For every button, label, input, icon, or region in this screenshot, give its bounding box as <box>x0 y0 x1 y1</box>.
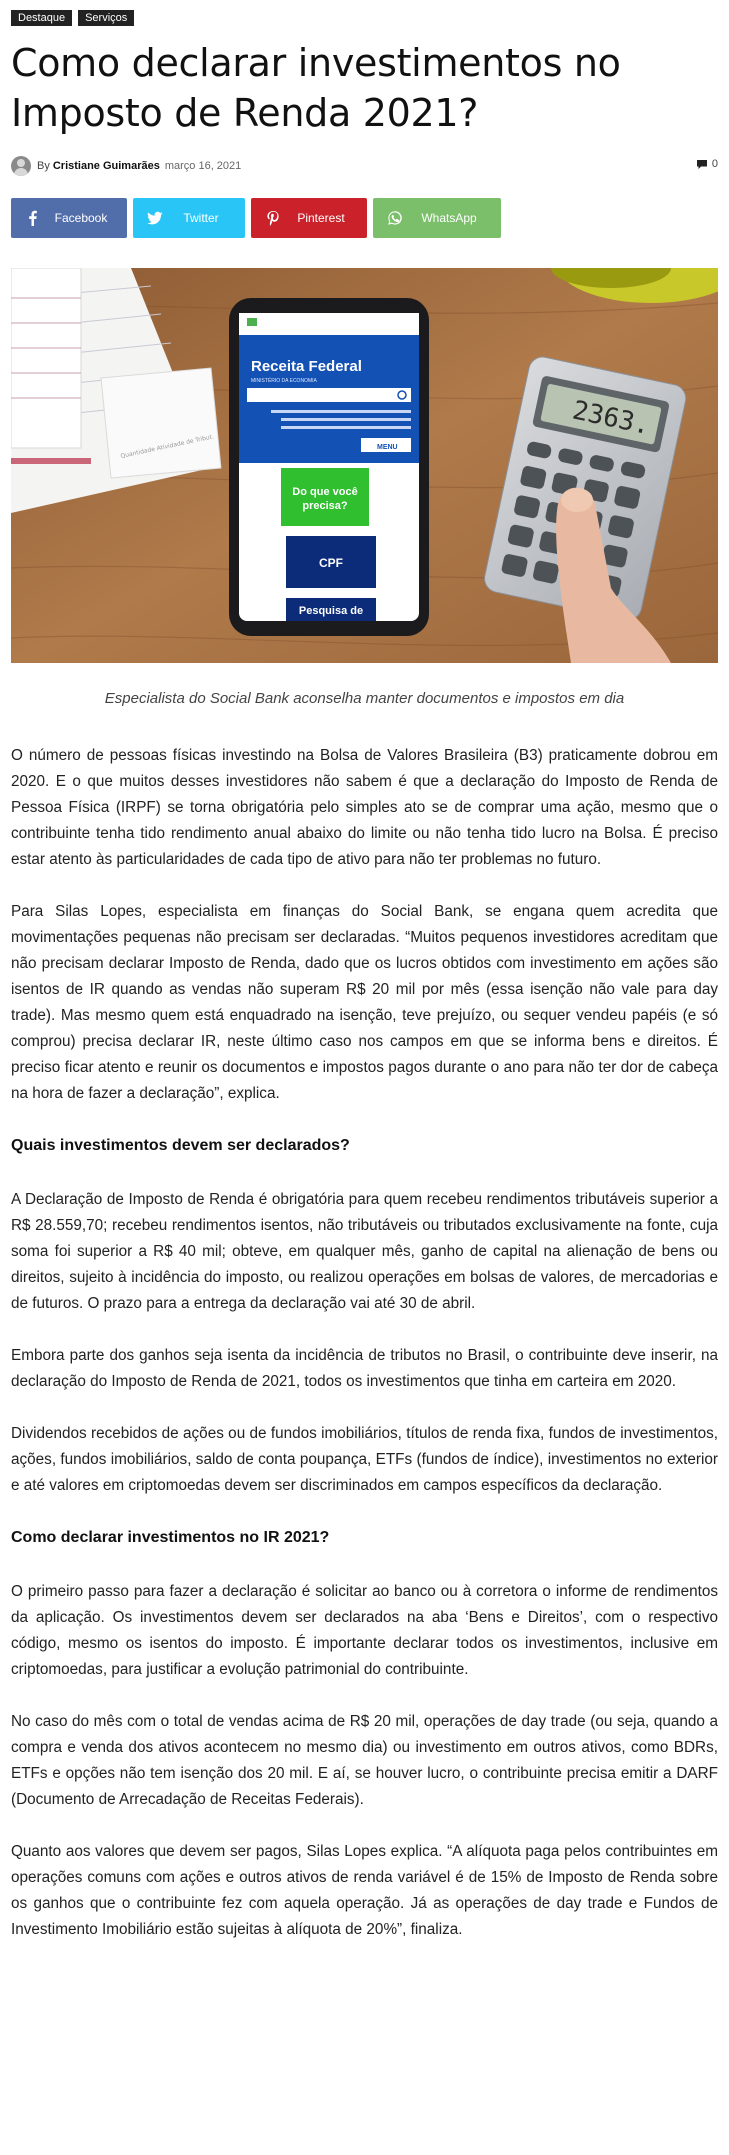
smartphone <box>229 298 429 636</box>
twitter-icon <box>147 210 163 226</box>
paragraph: Embora parte dos ganhos seja isenta da incidência de tributos no Brasil, o contribuinte deve inserir, na declaração do Imposto de Renda de 2021, todos os investimentos que tinha em carteira em 2020. <box>11 1347 718 1390</box>
section-heading: Quais investimentos devem ser declarados? <box>11 1137 350 1154</box>
share-whatsapp-label: WhatsApp <box>421 211 477 225</box>
image-caption: Especialista do Social Bank aconselha manter documentos e impostos em dia <box>104 690 625 707</box>
paragraph: No caso do mês com o total de vendas acima de R$ 20 mil, operações de day trade (ou seja, quando a compra e venda dos ativos acontecem no mesmo dia) ou investimento em outros ativos, como BDRs, ETFs e opções não tem isenção dos 20 mil. E aí, se houver lucro, o contribuinte precisa emitir a DARF (Documento de Arrecadação de Receitas Federais). <box>11 1713 718 1808</box>
svg-text:Receita Federal: Receita Federal <box>251 358 362 375</box>
paragraph: Dividendos recebidos de ações ou de fundos imobiliários, títulos de renda fixa, fundos de investimentos, ações, fundos imobiliários, saldo de conta poupança, ETFs (fundos de índice), investimentos no exterior e até valores em criptomoedas devem ser discriminados em campos específicos da declaração. <box>11 1425 718 1494</box>
svg-text:MINISTÉRIO DA ECONOMIA: MINISTÉRIO DA ECONOMIA <box>251 378 317 384</box>
facebook-icon <box>25 210 41 226</box>
svg-text:Pesquisa de: Pesquisa de <box>298 605 364 617</box>
comment-icon <box>696 159 708 170</box>
article-featured-image <box>11 268 718 663</box>
share-facebook-label: Facebook <box>54 211 108 225</box>
share-pinterest-label: Pinterest <box>297 211 345 225</box>
publish-date: março 16, 2021 <box>164 160 242 172</box>
section-heading: Como declarar investimentos no IR 2021? <box>11 1529 330 1546</box>
share-pinterest-button[interactable] <box>251 198 367 238</box>
category-servicos[interactable]: Serviços <box>78 10 134 26</box>
paragraph: O número de pessoas físicas investindo na Bolsa de Valores Brasileira (B3) praticamente dobrou em 2020. E o que muitos desses investidores não sabem é que a declaração do Imposto de Renda de Pessoa Física (IRPF) se torna obrigatória pelo simples ato se de comprar uma ação, mesmo que o contribuinte tenha tido rendimento anual abaixo do limite ou não tenha tido lucro na Bolsa. É preciso estar atento às particularidades de cada tipo de ativo para não ter problemas no futuro. <box>11 747 718 868</box>
share-whatsapp-button[interactable] <box>373 198 501 238</box>
comments-count: 0 <box>711 158 718 170</box>
category-tags <box>11 10 134 26</box>
svg-text:MENU: MENU <box>377 444 398 451</box>
whatsapp-icon <box>387 210 403 226</box>
by-label: By <box>37 160 50 172</box>
share-twitter-button[interactable] <box>133 198 245 238</box>
paragraph: Para Silas Lopes, especialista em finanças do Social Bank, se engana quem acredita que movimentações pequenas não precisam ser declaradas. “Muitos pequenos investidores acreditam que não precisam declarar Imposto de Renda, dado que os lucros obtidos com investimento em ações são isentos de IR quando as vendas não superam R$ 20 mil por mês (essa isenção não vale para day trade). Mas mesmo quem está enquadrado na isenção, teve prejuízo, ou sequer vendeu papéis (e só comprou) precisa declarar IR, neste último caso nos campos em que se informa bens e direitos. É preciso ficar atento e reunir os documentos e impostos pagos durante o ano para não ter dor de cabeça na hora de fazer a declaração”, explica. <box>11 903 718 1102</box>
comments-link[interactable] <box>696 158 718 170</box>
article-meta <box>11 156 718 176</box>
svg-text:CPF: CPF <box>319 556 343 570</box>
author-link[interactable]: Cristiane Guimarães <box>52 160 160 172</box>
svg-text:2363.: 2363. <box>569 395 653 442</box>
category-destaque[interactable]: Destaque <box>11 10 72 26</box>
svg-text:Do que você: Do que você <box>292 486 358 498</box>
share-buttons <box>11 198 501 238</box>
article-title: Como declarar investimentos no Imposto de Renda 2021? <box>11 41 621 135</box>
author-avatar[interactable] <box>11 156 31 176</box>
svg-text:Quantidade Atividade de Tribut: Quantidade Atividade de Tribut. <box>119 433 215 460</box>
article-body <box>11 743 718 1969</box>
paragraph: Quanto aos valores que devem ser pagos, Silas Lopes explica. “A alíquota paga pelos contribuintes em operações comuns com ações e outros ativos de renda variável é de 15% de Imposto de Renda sobre os ganhos que o contribuinte fez com aquela operação. Já as operações de day trade e Fundos de Investimento Imobiliário estão sujeitas à alíquota de 20%”, finaliza. <box>11 1843 718 1938</box>
share-twitter-label: Twitter <box>183 211 219 225</box>
paragraph: O primeiro passo para fazer a declaração é solicitar ao banco ou à corretora o informe de rendimentos da aplicação. Os investimentos devem ser declarados na aba ‘Bens e Direitos’, com o respectivo código, mesmo os isentos do imposto. É importante declarar todos os investimentos, inclusive em criptomoedas, para justificar a evolução patrimonial do contribuinte. <box>11 1583 718 1678</box>
svg-text:precisa?: precisa? <box>302 500 348 512</box>
paragraph: A Declaração de Imposto de Renda é obrigatória para quem recebeu rendimentos tributáveis superior a R$ 28.559,70; recebeu rendimentos isentos, não tributáveis ou tributados exclusivamente na fonte, cuja soma foi superior a R$ 40 mil; obteve, em qualquer mês, ganho de capital na alienação de bens ou direitos, sujeito à incidência do imposto, ou realizou operações em bolsas de valores, de mercadorias e de futuros. O prazo para a entrega da declaração vai até 30 de abril. <box>11 1191 718 1312</box>
pinterest-icon <box>265 210 281 226</box>
share-facebook-button[interactable] <box>11 198 127 238</box>
